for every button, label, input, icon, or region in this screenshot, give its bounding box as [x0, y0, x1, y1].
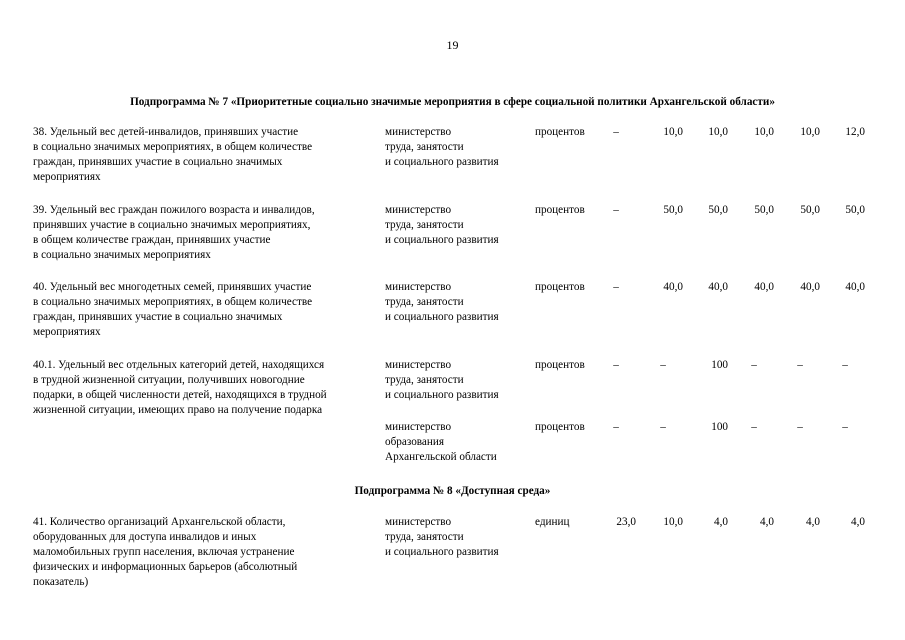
- indicator-value: –: [660, 359, 666, 371]
- indicator-value: 40,0: [708, 281, 728, 293]
- indicator-value: –: [751, 359, 757, 371]
- resp-line: труда, занятости: [385, 296, 464, 308]
- desc-line: граждан, принявших участие в социально значимых: [33, 311, 283, 323]
- indicator-description: [33, 125, 383, 185]
- indicator-value: 40,0: [754, 281, 774, 293]
- indicator-value: 50,0: [708, 204, 728, 216]
- indicator-value: 10,0: [663, 126, 683, 138]
- indicator-value: 12,0: [845, 126, 865, 138]
- unit-of-measure: процентов: [535, 421, 585, 433]
- indicator-value: 4,0: [760, 516, 774, 528]
- indicator-value: –: [613, 281, 619, 293]
- desc-line: мероприятиях: [33, 326, 101, 338]
- responsible-executor: [385, 358, 535, 403]
- indicator-value: 4,0: [714, 516, 728, 528]
- resp-line: и социального развития: [385, 234, 499, 246]
- desc-line: мероприятиях: [33, 171, 101, 183]
- resp-line: и социального развития: [385, 546, 499, 558]
- desc-line: в трудной жизненной ситуации, получивших новогодние: [33, 374, 305, 386]
- page-number: 19: [446, 38, 459, 52]
- desc-line: подарки, в общей численности детей, находящихся в трудной: [33, 389, 327, 401]
- desc-line: в общем количестве граждан, принявших участие: [33, 234, 271, 246]
- desc-line: в социально значимых мероприятиях, в общем количестве: [33, 141, 313, 153]
- indicator-value: –: [842, 359, 848, 371]
- indicator-value: 50,0: [800, 204, 820, 216]
- indicator-description: [33, 280, 383, 340]
- desc-line: маломобильных групп населения, включая устранение: [33, 546, 295, 558]
- resp-line: министерство: [385, 204, 452, 216]
- resp-line: и социального развития: [385, 311, 499, 323]
- indicator-value: 40,0: [800, 281, 820, 293]
- indicator-value: 40,0: [845, 281, 865, 293]
- indicator-value: 40,0: [663, 281, 683, 293]
- subprogram-7-title: Подпрограмма № 7 «Приоритетные социально значимые мероприятия в сфере социальной политики Архангельской области»: [130, 96, 775, 108]
- indicator-value: –: [613, 204, 619, 216]
- desc-line: физических и информационных барьеров (абсолютный: [33, 561, 298, 573]
- desc-line: граждан, принявших участие в социально значимых: [33, 156, 283, 168]
- desc-line: 39. Удельный вес граждан пожилого возраста и инвалидов,: [33, 204, 315, 216]
- indicator-value: 50,0: [663, 204, 683, 216]
- desc-line: в социально значимых мероприятиях: [33, 249, 211, 261]
- desc-line: показатель): [33, 576, 89, 588]
- unit-of-measure: процентов: [535, 204, 585, 216]
- resp-line: труда, занятости: [385, 374, 464, 386]
- responsible-executor: [385, 125, 535, 170]
- desc-line: 40. Удельный вес многодетных семей, принявших участие: [33, 281, 312, 293]
- resp-line: труда, занятости: [385, 141, 464, 153]
- indicator-value: –: [797, 421, 803, 433]
- indicator-value: –: [613, 421, 619, 433]
- desc-line: жизненной ситуации, имеющих право на получение подарка: [33, 404, 323, 416]
- indicator-value: 100: [711, 421, 728, 433]
- desc-line: 41. Количество организаций Архангельской области,: [33, 516, 286, 528]
- indicator-value: 100: [711, 359, 728, 371]
- desc-line: 40.1. Удельный вес отдельных категорий детей, находящихся: [33, 359, 325, 371]
- resp-line: и социального развития: [385, 156, 499, 168]
- responsible-executor: [385, 203, 535, 248]
- unit-of-measure: процентов: [535, 281, 585, 293]
- indicator-value: 50,0: [845, 204, 865, 216]
- unit-of-measure: процентов: [535, 359, 585, 371]
- resp-line: министерство: [385, 421, 452, 433]
- responsible-executor: [385, 280, 535, 325]
- indicator-value: –: [751, 421, 757, 433]
- indicator-value: 10,0: [754, 126, 774, 138]
- indicator-value: 4,0: [851, 516, 865, 528]
- subprogram-8-title: Подпрограмма № 8 «Доступная среда»: [354, 485, 551, 497]
- desc-line: принявших участие в социально значимых мероприятиях,: [33, 219, 311, 231]
- indicator-value: 4,0: [806, 516, 820, 528]
- resp-line: труда, занятости: [385, 219, 464, 231]
- responsible-executor: [385, 420, 535, 465]
- indicator-value: 10,0: [800, 126, 820, 138]
- desc-line: оборудованных для доступа инвалидов и иных: [33, 531, 257, 543]
- resp-line: труда, занятости: [385, 531, 464, 543]
- resp-line: министерство: [385, 126, 452, 138]
- desc-line: 38. Удельный вес детей-инвалидов, принявших участие: [33, 126, 299, 138]
- resp-line: министерство: [385, 516, 452, 528]
- resp-line: образования: [385, 436, 445, 448]
- resp-line: и социального развития: [385, 389, 499, 401]
- indicator-value: –: [842, 421, 848, 433]
- indicator-value: 50,0: [754, 204, 774, 216]
- indicator-value: –: [660, 421, 666, 433]
- unit-of-measure: единиц: [535, 516, 570, 528]
- indicator-value: –: [613, 359, 619, 371]
- indicator-value: 10,0: [663, 516, 683, 528]
- indicator-description: [33, 358, 383, 418]
- responsible-executor: [385, 515, 535, 560]
- resp-line: Архангельской области: [385, 451, 497, 463]
- unit-of-measure: процентов: [535, 126, 585, 138]
- indicator-value: 23,0: [616, 516, 636, 528]
- indicator-value: –: [613, 126, 619, 138]
- resp-line: министерство: [385, 281, 452, 293]
- indicator-value: 10,0: [708, 126, 728, 138]
- desc-line: в социально значимых мероприятиях, в общем количестве: [33, 296, 313, 308]
- resp-line: министерство: [385, 359, 452, 371]
- indicator-description: [33, 203, 383, 263]
- indicator-value: –: [797, 359, 803, 371]
- indicator-description: [33, 515, 383, 590]
